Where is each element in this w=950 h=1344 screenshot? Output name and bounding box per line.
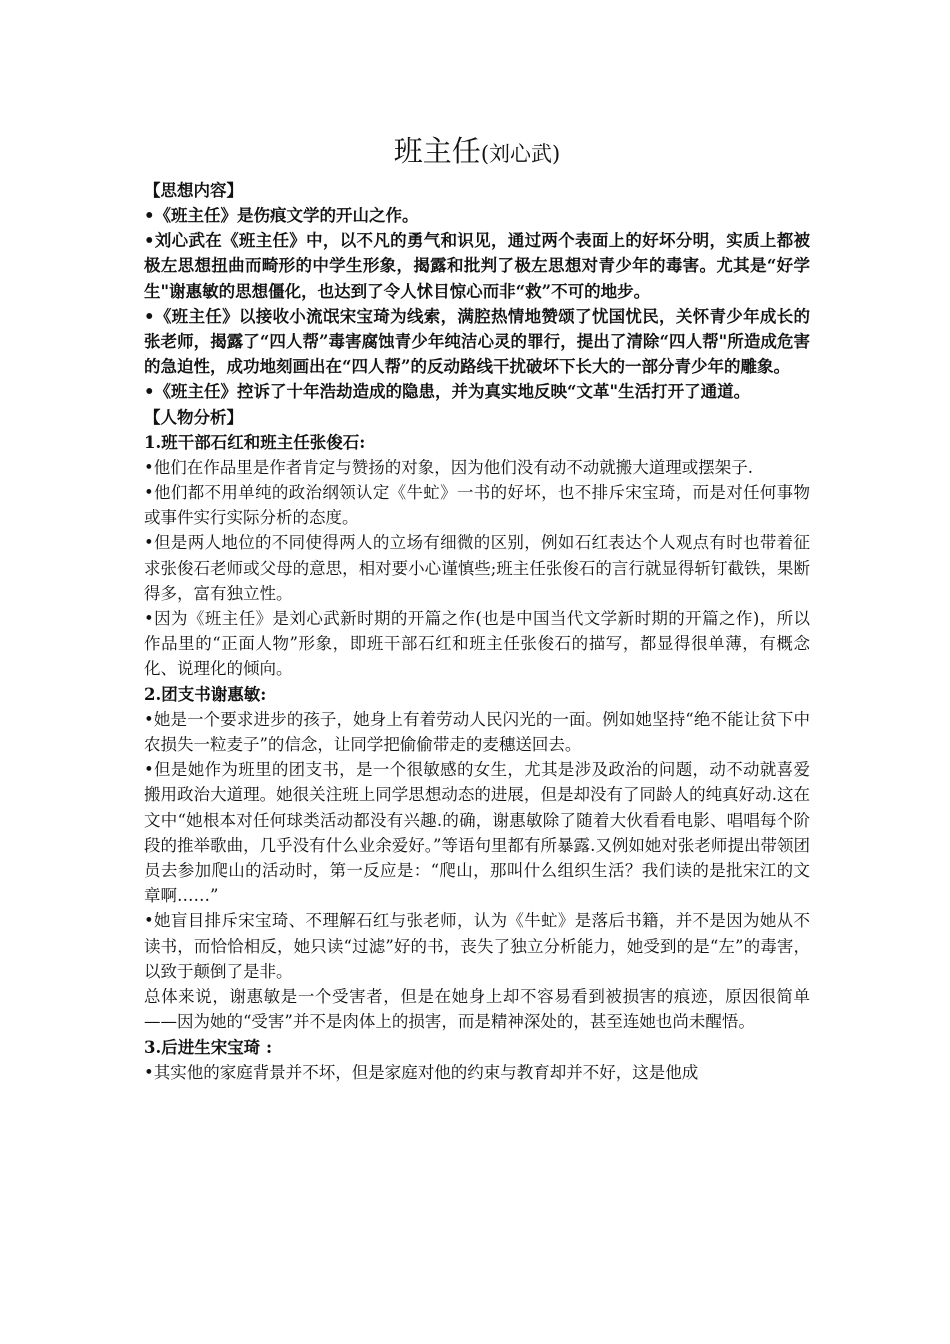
section-heading-thought: 【思想内容】 bbox=[144, 181, 243, 200]
paragraph: •《班主任》以接收小流氓宋宝琦为线索，满腔热情地赞颂了忧国忧民，关怀青少年成长的张老师，揭露了“四人帮”毒害腐蚀青少年纯洁心灵的罪行，提出了清除“四人帮"所造成危害的急迫性，成功地刻画出在“四人帮”的反动路线干扰破坏下长大的一部分青少年的雕象。 bbox=[144, 306, 810, 377]
section-heading-character: 【人物分析】 bbox=[144, 407, 243, 427]
character-subsection-1 bbox=[144, 430, 810, 682]
paragraph: •但是她作为班里的团支书，是一个很敏感的女生，尤其是涉及政治的问题，动不动就喜爱搬用政治大道理。她很关注班上同学思想动态的进展，但是却没有了同龄人的纯真好动.这在文中“她根本对任何球类活动都没有兴趣.的确，谢惠敏除了随着大伙看看电影、唱唱每个阶段的推举歌曲，几乎没有什么业余爱好。”等语句里都有所暴露.又例如她对张老师提出带领团员去参加爬山的活动时，第一反应是：“爬山，那叫什么组织生活？我们读的是批宋江的文章啊……” bbox=[144, 760, 810, 906]
subsection-title: 3.后进生宋宝琦 : bbox=[144, 1037, 273, 1057]
paragraph: •其实他的家庭背景并不坏，但是家庭对他的约束与教育却并不好，这是他成 bbox=[144, 1062, 699, 1082]
thought-section bbox=[144, 203, 810, 405]
document-title bbox=[144, 128, 810, 174]
paragraph: •但是两人地位的不同使得两人的立场有细微的区别，例如石红表达个人观点有时也带着征求张俊石老师或父母的意思，相对要小心谨慎些;班主任张俊石的言行就显得斩钉截铁，果断得多，富有独立性。 bbox=[144, 533, 810, 603]
title-main: 班主任 bbox=[393, 134, 481, 168]
paragraph: •因为《班主任》是刘心武新时期的开篇之作(也是中国当代文学新时期的开篇之作)，所以作品里的“正面人物”形象，即班干部石红和班主任张俊石的描写，都显得很单薄，有概念化、说理化的倾向。 bbox=[144, 609, 810, 679]
paragraph: •《班主任》是伤痕文学的开山之作。 bbox=[144, 206, 419, 225]
paragraph: •她是一个要求进步的孩子，她身上有着劳动人民闪光的一面。例如她坚持“绝不能让贫下中农损失一粒麦子”的信念，让同学把偷偷带走的麦穗送回去。 bbox=[144, 709, 810, 755]
paragraph: •他们在作品里是作者肯定与赞扬的对象，因为他们没有动不动就搬大道理或摆架子. bbox=[144, 457, 753, 477]
character-subsection-2 bbox=[144, 682, 810, 1035]
subsection-title: 2.团支书谢惠敏: bbox=[144, 684, 267, 704]
paragraph: •他们都不用单纯的政治纲领认定《牛虻》一书的好坏，也不排斥宋宝琦，而是对任何事物或事件实行实际分析的态度。 bbox=[144, 483, 810, 528]
paragraph: •她盲目排斥宋宝琦、不理解石红与张老师，认为《牛虻》是落后书籍，并不是因为她从不读书，而恰恰相反，她只读“过滤”好的书，丧失了独立分析能力，她受到的是“左”的毒害，以致于颠倒了是非。 bbox=[144, 911, 810, 981]
title-author: (刘心武) bbox=[480, 142, 561, 166]
paragraph: •《班主任》控诉了十年浩劫造成的隐患，并为真实地反映“文革"生活打开了通道。 bbox=[144, 382, 751, 402]
paragraph: 总体来说，谢惠敏是一个受害者，但是在她身上却不容易看到被损害的痕迹，原因很简单——因为她的“受害”并不是肉体上的损害，而是精神深处的，甚至连她也尚未醒悟。 bbox=[144, 987, 810, 1032]
character-subsection-3 bbox=[144, 1035, 810, 1085]
paragraph: •刘心武在《班主任》中，以不凡的勇气和识见，通过两个表面上的好坏分明，实质上都被极左思想扭曲而畸形的中学生形象，揭露和批判了极左思想对青少年的毒害。尤其是“好学生"谢惠敏的思想僵化，也达到了令人怵目惊心而非“救”不可的地步。 bbox=[144, 231, 810, 301]
subsection-title: 1.班干部石红和班主任张俊石: bbox=[144, 432, 366, 452]
